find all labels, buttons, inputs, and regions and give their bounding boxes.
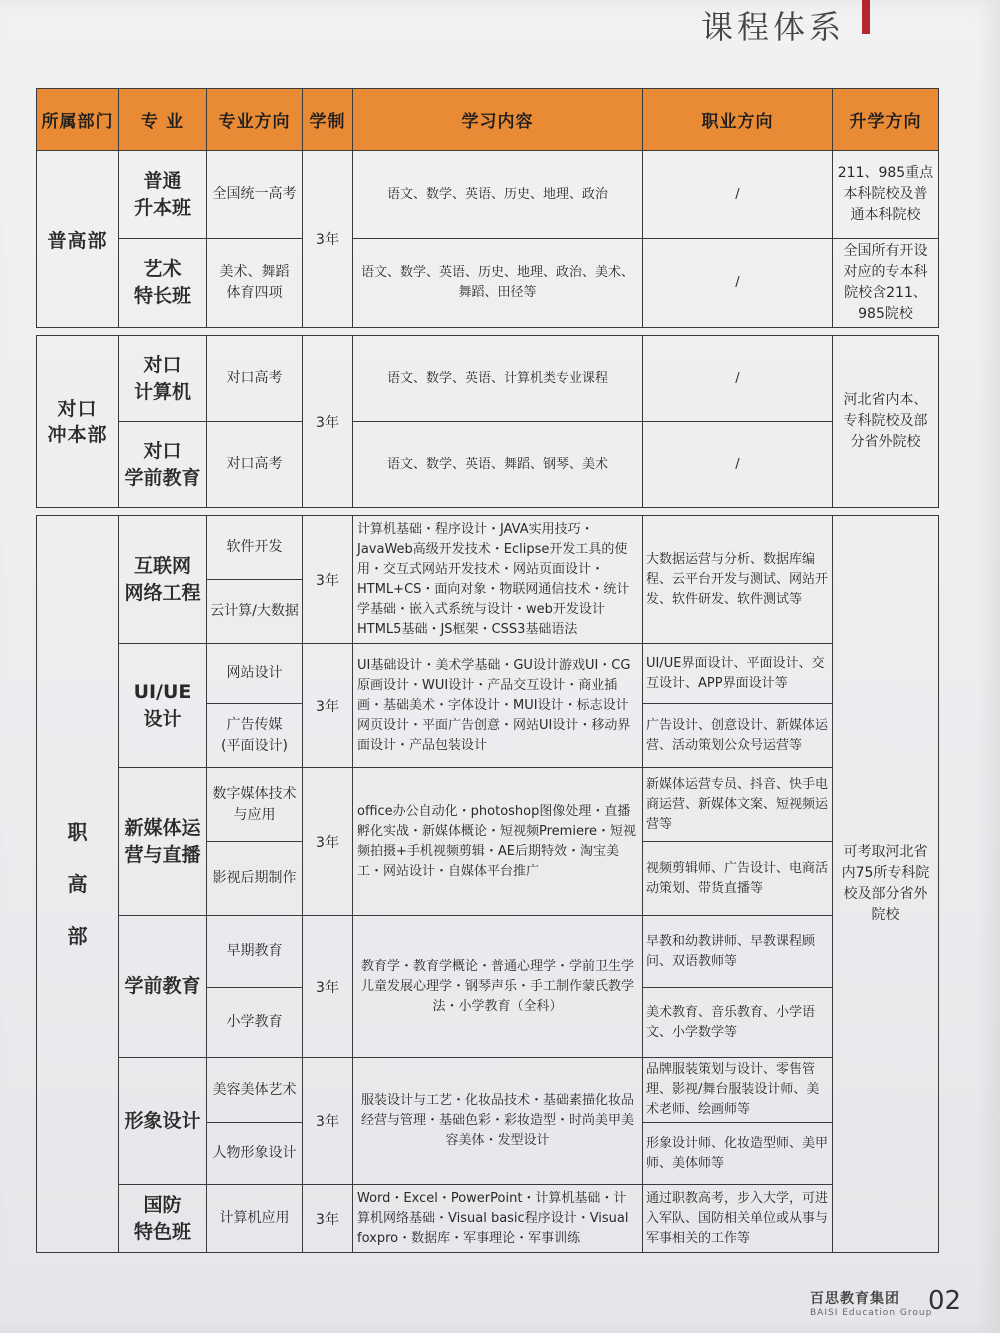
major-cell: 对口 学前教育 [119,422,207,508]
direction-cell: 网站设计 [207,644,303,704]
further-cell: 全国所有开设对应的专本科院校含211、985院校 [833,239,939,328]
direction-cell: 美术、舞蹈 体育四项 [207,239,303,328]
further-cell: 可考取河北省内75所专科院校及部分省外院校 [833,516,939,1253]
major-cell: 互联网 网络工程 [119,516,207,644]
major-cell: 形象设计 [119,1058,207,1185]
career-cell: 广告设计、创意设计、新媒体运营、活动策划公众号运营等 [643,704,833,768]
table-row [37,151,939,239]
career-cell: UI/UE界面设计、平面设计、交互设计、APP界面设计等 [643,644,833,704]
table-row [37,1185,939,1253]
major-cell: 艺术 特长班 [119,239,207,328]
table-row [37,916,939,988]
content-cell: office办公自动化・photoshop图像处理・直播孵化实战・新媒体概论・短视频Premiere・短视频拍摄+手机视频剪辑・AE后期特效・淘宝美工・网站设计・自媒体平台推广 [353,768,643,916]
content-cell: 计算机基础・程序设计・JAVA实用技巧・JavaWeb高级开发技术・Eclipse开发工具的使用・交互式网站开发技术・网站页面设计・HTML+CS・面向对象・物联网通信技术・统计学基础・嵌入式系统与设计・web开发设计HTML5基础・JS框架・CSS3基础语法 [353,516,643,644]
major-cell: 学前教育 [119,916,207,1058]
career-cell: / [643,422,833,508]
direction-cell: 数字媒体技术 与应用 [207,768,303,842]
table-row [37,336,939,422]
direction-cell: 对口高考 [207,422,303,508]
years-cell: 3年 [303,644,353,768]
direction-cell: 计算机应用 [207,1185,303,1253]
section-gap [37,508,939,516]
years-cell: 3年 [303,151,353,328]
career-cell: 早教和幼教讲师、早教课程顾问、双语教师等 [643,916,833,988]
years-cell: 3年 [303,336,353,508]
table-row [37,239,939,328]
career-cell: / [643,239,833,328]
dept-cell: 普高部 [37,151,119,328]
content-cell: 语文、数学、英语、历史、地理、政治、美术、舞蹈、田径等 [353,239,643,328]
brand-name-en: BAISI Education Group [810,1308,933,1318]
years-cell: 3年 [303,516,353,644]
direction-cell: 软件开发 [207,516,303,580]
direction-cell: 影视后期制作 [207,842,303,916]
table-row [37,644,939,704]
career-cell: / [643,151,833,239]
career-cell: 通过职教高考，步入大学，可进入军队、国防相关单位或从事与军事相关的工作等 [643,1185,833,1253]
further-cell: 河北省内本、专科院校及部分省外院校 [833,336,939,508]
years-cell: 3年 [303,1185,353,1253]
col-header-direction: 专业方向 [207,89,303,151]
table-row [37,768,939,842]
direction-cell: 小学教育 [207,988,303,1058]
curriculum-table [36,88,939,1253]
content-cell: 语文、数学、英语、历史、地理、政治 [353,151,643,239]
col-header-major: 专 业 [119,89,207,151]
direction-cell: 全国统一高考 [207,151,303,239]
curriculum-table-wrap [36,88,939,1253]
direction-cell: 早期教育 [207,916,303,988]
years-cell: 3年 [303,916,353,1058]
career-cell: 形象设计师、化妆造型师、美甲师、美体师等 [643,1123,833,1185]
career-cell: 视频剪辑师、广告设计、电商活动策划、带货直播等 [643,842,833,916]
col-header-content: 学习内容 [353,89,643,151]
title-accent-bar [862,0,870,34]
col-header-career: 职业方向 [643,89,833,151]
col-header-further: 升学方向 [833,89,939,151]
dept-cell: 对口 冲本部 [37,336,119,508]
dept-cell: 职 高 部 [37,516,119,1253]
section-gap [37,328,939,336]
direction-cell: 广告传媒 (平面设计) [207,704,303,768]
major-cell: 新媒体运 营与直播 [119,768,207,916]
direction-cell: 人物形象设计 [207,1123,303,1185]
table-header-row [37,89,939,151]
major-cell: 普通 升本班 [119,151,207,239]
content-cell: 教育学・教育学概论・普通心理学・学前卫生学儿童发展心理学・钢琴声乐・手工制作蒙氏教学法・小学教育（全科） [353,916,643,1058]
table-row [37,1058,939,1123]
content-cell: 服装设计与工艺・化妆品技术・基础素描化妆品经营与管理・基础色彩・彩妆造型・时尚美甲美容美体・发型设计 [353,1058,643,1185]
career-cell: 美术教育、音乐教育、小学语文、小学数学等 [643,988,833,1058]
direction-cell: 对口高考 [207,336,303,422]
content-cell: 语文、数学、英语、计算机类专业课程 [353,336,643,422]
major-cell: 对口 计算机 [119,336,207,422]
direction-cell: 云计算/大数据 [207,580,303,644]
major-cell: 国防 特色班 [119,1185,207,1253]
career-cell: 品牌服装策划与设计、零售管理、影视/舞台服装设计师、美术老师、绘画师等 [643,1058,833,1123]
content-cell: UI基础设计・美术学基础・GU设计游戏UI・CG原画设计・WUI设计・产品交互设计・商业插画・基础美术・字体设计・MUI设计・标志设计网页设计・平面广告创意・网站UI设计・移动界面设计・产品包装设计 [353,644,643,768]
page-number: 02 [928,1286,962,1316]
years-cell: 3年 [303,768,353,916]
career-cell: 大数据运营与分析、数据库编程、云平台开发与测试、网站开发、软件研发、软件测试等 [643,516,833,644]
content-cell: 语文、数学、英语、舞蹈、钢琴、美术 [353,422,643,508]
years-cell: 3年 [303,1058,353,1185]
page-title: 课程体系 [700,8,845,46]
footer-brand [810,1288,932,1318]
col-header-dept: 所属部门 [37,89,119,151]
brand-name-cn: 百思教育集团 [810,1291,900,1307]
career-cell: / [643,336,833,422]
direction-cell: 美容美体艺术 [207,1058,303,1123]
col-header-years: 学制 [303,89,353,151]
career-cell: 新媒体运营专员、抖音、快手电商运营、新媒体文案、短视频运营等 [643,768,833,842]
further-cell: 211、985重点本科院校及普通本科院校 [833,151,939,239]
major-cell: UI/UE 设计 [119,644,207,768]
content-cell: Word・Excel・PowerPoint・计算机基础・计算机网络基础・Visual basic程序设计・Visual foxpro・数据库・军事理论・军事训练 [353,1185,643,1253]
table-row [37,516,939,580]
table-row [37,422,939,508]
